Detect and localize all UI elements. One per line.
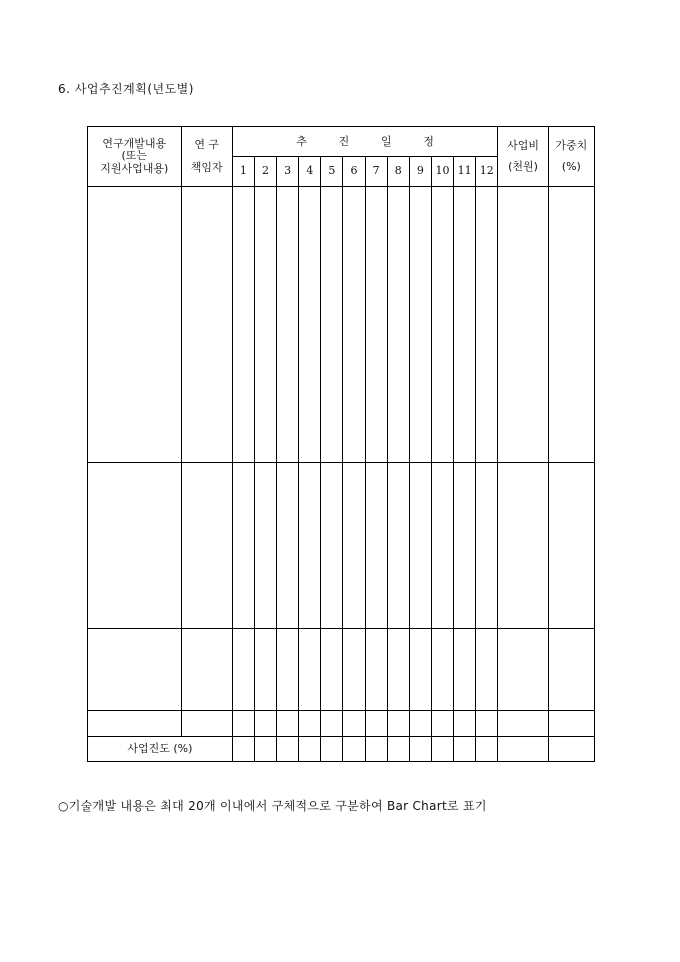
month-4: 4 — [299, 157, 321, 187]
researcher-cell[interactable] — [181, 463, 232, 629]
month-cell[interactable] — [299, 187, 321, 463]
month-cell[interactable] — [387, 737, 409, 762]
weight-cell[interactable] — [548, 711, 594, 737]
month-cell[interactable] — [321, 711, 343, 737]
month-cell[interactable] — [365, 711, 387, 737]
budget-cell[interactable] — [498, 463, 548, 629]
month-cell[interactable] — [454, 629, 476, 711]
schedule-char: 정 — [423, 134, 434, 148]
month-6: 6 — [343, 157, 365, 187]
month-cell[interactable] — [431, 737, 453, 762]
month-9: 9 — [409, 157, 431, 187]
month-cell[interactable] — [431, 187, 453, 463]
month-11: 11 — [454, 157, 476, 187]
month-cell[interactable] — [454, 737, 476, 762]
month-cell[interactable] — [454, 463, 476, 629]
weight-header-line1: 가중치 — [555, 138, 588, 152]
budget-header — [498, 127, 548, 187]
month-cell[interactable] — [365, 187, 387, 463]
month-8: 8 — [387, 157, 409, 187]
month-cell[interactable] — [476, 463, 498, 629]
weight-cell[interactable] — [548, 737, 594, 762]
month-cell[interactable] — [343, 463, 365, 629]
month-cell[interactable] — [409, 463, 431, 629]
month-cell[interactable] — [454, 711, 476, 737]
content-cell[interactable] — [88, 463, 182, 629]
budget-cell[interactable] — [498, 711, 548, 737]
month-cell[interactable] — [387, 463, 409, 629]
month-2: 2 — [254, 157, 276, 187]
content-cell[interactable] — [88, 187, 182, 463]
month-cell[interactable] — [299, 463, 321, 629]
weight-header — [548, 127, 594, 187]
researcher-header-line1: 연 구 — [194, 137, 220, 151]
month-cell[interactable] — [321, 187, 343, 463]
month-5: 5 — [321, 157, 343, 187]
weight-cell[interactable] — [548, 463, 594, 629]
month-7: 7 — [365, 157, 387, 187]
month-cell[interactable] — [232, 629, 254, 711]
month-cell[interactable] — [365, 629, 387, 711]
month-cell[interactable] — [299, 737, 321, 762]
month-cell[interactable] — [476, 711, 498, 737]
weight-cell[interactable] — [548, 629, 594, 711]
month-cell[interactable] — [299, 711, 321, 737]
month-cell[interactable] — [232, 463, 254, 629]
month-cell[interactable] — [409, 737, 431, 762]
month-cell[interactable] — [232, 187, 254, 463]
month-cell[interactable] — [387, 629, 409, 711]
month-cell[interactable] — [232, 737, 254, 762]
month-cell[interactable] — [343, 737, 365, 762]
month-3: 3 — [277, 157, 299, 187]
month-cell[interactable] — [476, 737, 498, 762]
month-cell[interactable] — [321, 463, 343, 629]
month-cell[interactable] — [254, 711, 276, 737]
table-row — [88, 711, 595, 737]
month-12: 12 — [476, 157, 498, 187]
schedule-char: 추 — [296, 134, 307, 148]
month-cell[interactable] — [277, 187, 299, 463]
month-cell[interactable] — [409, 711, 431, 737]
content-header-line1: 연구개발내용 — [102, 136, 167, 150]
month-cell[interactable] — [476, 187, 498, 463]
table-row — [88, 629, 595, 711]
researcher-header-line2: 책임자 — [190, 160, 223, 174]
month-cell[interactable] — [299, 629, 321, 711]
month-cell[interactable] — [476, 629, 498, 711]
weight-header-line2: (%) — [561, 159, 581, 173]
progress-row — [88, 737, 595, 762]
weight-cell[interactable] — [548, 187, 594, 463]
table-row — [88, 463, 595, 629]
schedule-char: 진 — [338, 134, 350, 148]
month-cell[interactable] — [343, 711, 365, 737]
month-cell[interactable] — [232, 711, 254, 737]
schedule-header — [232, 127, 498, 157]
plan-table — [87, 126, 595, 762]
month-cell[interactable] — [277, 711, 299, 737]
budget-cell[interactable] — [498, 737, 548, 762]
content-header — [88, 127, 182, 187]
month-cell[interactable] — [454, 187, 476, 463]
month-cell[interactable] — [365, 737, 387, 762]
budget-header-line1: 사업비 — [507, 138, 539, 152]
month-cell[interactable] — [254, 629, 276, 711]
month-cell[interactable] — [321, 629, 343, 711]
month-cell[interactable] — [277, 463, 299, 629]
month-cell[interactable] — [387, 711, 409, 737]
budget-cell[interactable] — [498, 187, 548, 463]
month-cell[interactable] — [431, 463, 453, 629]
month-cell[interactable] — [409, 187, 431, 463]
schedule-char: 일 — [380, 134, 392, 148]
month-10: 10 — [431, 157, 453, 187]
section-title: 6. 사업추진계획(년도별) — [58, 82, 194, 96]
month-cell[interactable] — [343, 187, 365, 463]
researcher-cell[interactable] — [181, 711, 232, 737]
content-header-line3: 지원사업내용) — [100, 161, 169, 175]
budget-cell[interactable] — [498, 629, 548, 711]
content-header-line2: (또는 — [121, 149, 148, 163]
month-cell[interactable] — [387, 187, 409, 463]
month-cell[interactable] — [343, 629, 365, 711]
content-cell[interactable] — [88, 711, 182, 737]
month-cell[interactable] — [254, 737, 276, 762]
month-cell[interactable] — [365, 463, 387, 629]
month-1: 1 — [232, 157, 254, 187]
month-cell[interactable] — [409, 629, 431, 711]
table-row — [88, 187, 595, 463]
budget-header-line2: (천원) — [508, 159, 538, 173]
researcher-cell[interactable] — [181, 187, 232, 463]
month-cell[interactable] — [277, 629, 299, 711]
progress-label: 사업진도 (%) — [88, 737, 233, 762]
month-cell[interactable] — [254, 463, 276, 629]
footnote: ○기술개발 내용은 최대 20개 이내에서 구체적으로 구분하여 Bar Chart로 표기 — [58, 799, 487, 813]
researcher-cell[interactable] — [181, 629, 232, 711]
month-cell[interactable] — [321, 737, 343, 762]
month-cell[interactable] — [277, 737, 299, 762]
month-cell[interactable] — [254, 187, 276, 463]
month-cell[interactable] — [431, 629, 453, 711]
content-cell[interactable] — [88, 629, 182, 711]
month-cell[interactable] — [431, 711, 453, 737]
researcher-header — [181, 127, 232, 187]
